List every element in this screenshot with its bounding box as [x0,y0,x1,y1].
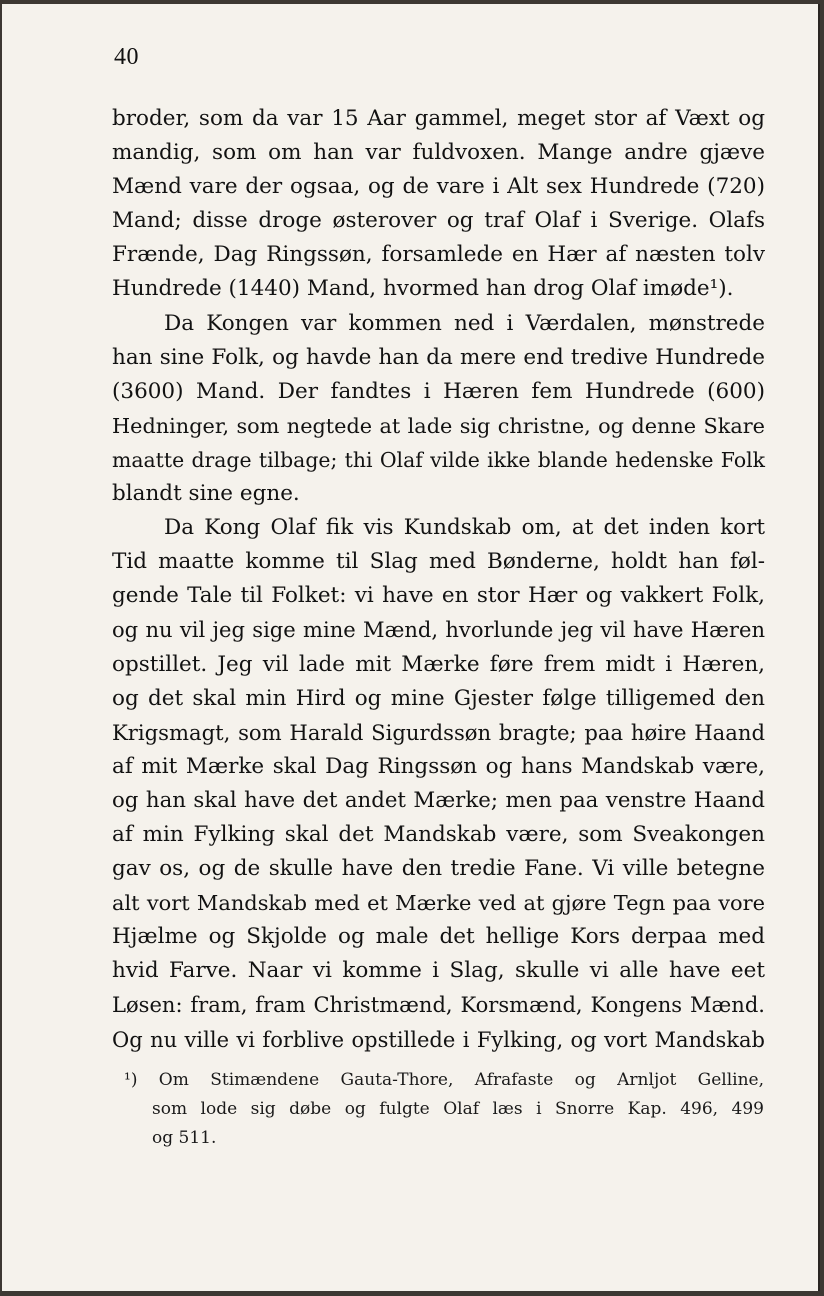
page-number: 40 [114,44,139,70]
text-line: maatte drage tilbage; thi Olaf vilde ikke blande hedenske Folk [112,447,765,472]
text-line: Og nu ville vi forblive opstillede i Fylking, og vort Mandskab [112,1026,765,1052]
text-line: Tid maatte komme til Slag med Bønderne, holdt han føl- [112,549,765,575]
text-line: og nu vil jeg sige mine Mænd, hvorlunde jeg vil have Hæren [112,617,765,643]
text-line: gende Tale til Folket: vi have en stor Hær og vakkert Folk, [112,583,765,609]
text-line: og han skal have det andet Mærke; men paa venstre Haand [112,787,765,813]
text-line: Mænd vare der ogsaa, og de vare i Alt sex Hundrede (720) [112,174,765,200]
text-line: Hjælme og Skjolde og male det hellige Kors derpaa med [112,924,765,950]
text-line: Da Kong Olaf fik vis Kundskab om, at det inden kort [164,515,765,541]
text-line: gav os, og de skulle have den tredie Fane. Vi ville betegne [112,856,765,882]
text-line: af min Fylking skal det Mandskab være, som Sveakongen [112,821,765,847]
text-line: han sine Folk, og havde han da mere end tredive Hundrede [112,344,765,370]
body-text [112,102,765,1057]
text-line: Krigsmagt, som Harald Sigurdssøn bragte; paa høire Haand [112,719,765,745]
footnote-line: som lode sig døbe og fulgte Olaf læs i Snorre Kap. 496, 499 [152,1099,764,1119]
text-line: mandig, som om han var fuldvoxen. Mange andre gjæve [112,140,765,166]
text-line: Frænde, Dag Ringssøn, forsamlede en Hær af næsten tolv [112,242,765,268]
text-line: alt vort Mandskab med et Mærke ved at gjøre Tegn paa vore [112,891,765,916]
text-line: Mand; disse droge østerover og traf Olaf i Sverige. Olafs [112,208,765,234]
text-line: og det skal min Hird og mine Gjester følge tilligemed den [112,685,765,711]
text-line: Hedninger, som negtede at lade sig christne, og denne Skare [112,413,765,438]
footnote-line: ¹) Om Stimændene Gauta-Thore, Afrafaste og Arnljot Gelline, [124,1070,764,1090]
text-line: opstillet. Jeg vil lade mit Mærke føre frem midt i Hæren, [112,651,765,677]
footnotes [124,1066,764,1153]
text-line: hvid Farve. Naar vi komme i Slag, skulle vi alle have eet [112,958,765,984]
book-page [2,4,820,1291]
text-line: Hundrede (1440) Mand, hvormed han drog Olaf imøde¹). [112,276,734,302]
text-line: Løsen: fram, fram Christmænd, Korsmænd, Kongens Mænd. [112,992,765,1018]
footnote-line: og 511. [152,1128,217,1148]
text-line: (3600) Mand. Der fandtes i Hæren fem Hundrede (600) [112,378,765,404]
text-line: broder, som da var 15 Aar gammel, meget stor af Væxt og [112,106,765,131]
text-line: blandt sine egne. [112,481,300,507]
text-line: Da Kongen var kommen ned i Værdalen, mønstrede [164,310,765,336]
text-line: af mit Mærke skal Dag Ringssøn og hans Mandskab være, [112,753,765,779]
